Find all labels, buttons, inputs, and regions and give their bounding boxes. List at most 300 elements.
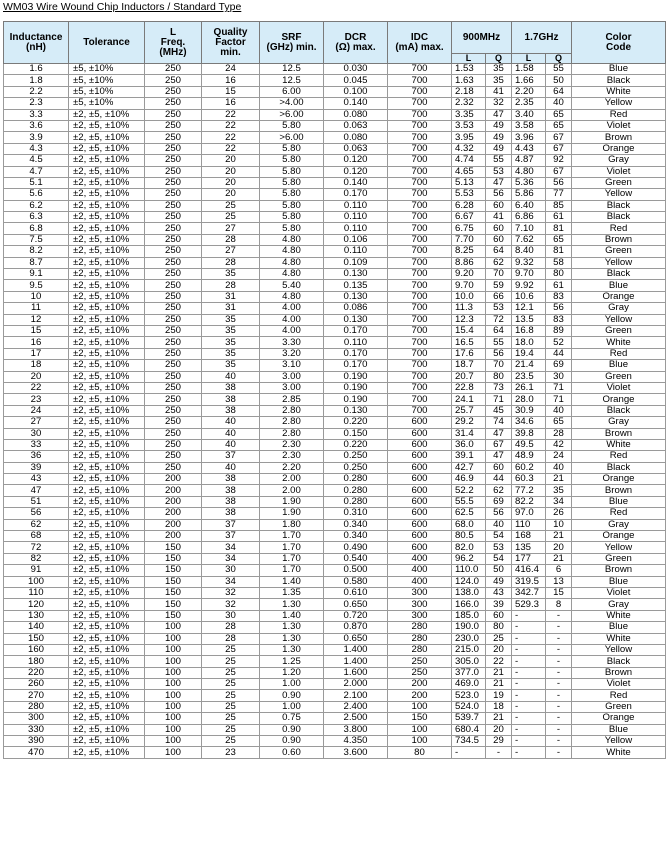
table-row (4, 132, 666, 143)
color-code-cell: Blue (572, 496, 666, 507)
srf-cell: 5.80 (260, 177, 324, 188)
tolerance-cell: ±2, ±5, ±10% (69, 599, 145, 610)
l-900-cell: 55.5 (452, 496, 486, 507)
q-17-cell: 28 (546, 428, 572, 439)
quality-cell: 25 (202, 724, 260, 735)
freq-cell: 200 (145, 474, 202, 485)
freq-cell: 250 (145, 75, 202, 86)
dcr-cell: 0.045 (324, 75, 388, 86)
color-code-cell: Blue (572, 622, 666, 633)
table-row (4, 223, 666, 234)
l-17-cell: 177 (512, 553, 546, 564)
l-17-cell: 4.43 (512, 143, 546, 154)
q-17-cell: 56 (546, 303, 572, 314)
color-code-cell: Blue (572, 360, 666, 371)
table-row (4, 155, 666, 166)
freq-cell: 100 (145, 747, 202, 758)
color-code-cell: Red (572, 451, 666, 462)
q-17-cell: - (546, 622, 572, 633)
l-17-cell: 6.86 (512, 212, 546, 223)
tolerance-cell: ±2, ±5, ±10% (69, 587, 145, 598)
l-900-cell: 24.1 (452, 394, 486, 405)
quality-cell: 22 (202, 109, 260, 120)
color-code-cell: Yellow (572, 189, 666, 200)
srf-cell: 3.20 (260, 348, 324, 359)
quality-cell: 35 (202, 348, 260, 359)
srf-cell: 1.25 (260, 656, 324, 667)
col-header-1-7ghz: 1.7GHz (512, 22, 572, 54)
dcr-cell: 0.500 (324, 565, 388, 576)
inductance-cell: 390 (4, 736, 69, 747)
srf-cell: >6.00 (260, 109, 324, 120)
color-code-cell: Brown (572, 132, 666, 143)
tolerance-cell: ±2, ±5, ±10% (69, 690, 145, 701)
idc-cell: 700 (388, 177, 452, 188)
l-17-cell: - (512, 713, 546, 724)
tolerance-cell: ±2, ±5, ±10% (69, 656, 145, 667)
l-17-cell: 12.1 (512, 303, 546, 314)
tolerance-cell: ±2, ±5, ±10% (69, 405, 145, 416)
idc-cell: 700 (388, 86, 452, 97)
freq-cell: 250 (145, 120, 202, 131)
idc-cell: 700 (388, 405, 452, 416)
freq-cell: 100 (145, 736, 202, 747)
tolerance-cell: ±2, ±5, ±10% (69, 382, 145, 393)
table-row (4, 382, 666, 393)
inductance-cell: 17 (4, 348, 69, 359)
l-17-cell: - (512, 701, 546, 712)
freq-cell: 250 (145, 189, 202, 200)
color-code-cell: Brown (572, 485, 666, 496)
q-900-cell: 49 (486, 132, 512, 143)
col-header-quality: Quality Factor min. (202, 22, 260, 64)
inductance-cell: 12 (4, 314, 69, 325)
q-17-cell: - (546, 656, 572, 667)
q-900-cell: 67 (486, 439, 512, 450)
idc-cell: 700 (388, 166, 452, 177)
dcr-cell: 0.135 (324, 280, 388, 291)
color-code-cell: Black (572, 212, 666, 223)
l-900-cell: 52.2 (452, 485, 486, 496)
dcr-cell: 2.500 (324, 713, 388, 724)
idc-cell: 700 (388, 246, 452, 257)
srf-cell: 12.5 (260, 64, 324, 75)
dcr-cell: 0.170 (324, 360, 388, 371)
q-900-cell: 80 (486, 371, 512, 382)
table-row (4, 542, 666, 553)
quality-cell: 25 (202, 644, 260, 655)
table-row (4, 120, 666, 131)
color-code-cell: Green (572, 701, 666, 712)
tolerance-cell: ±2, ±5, ±10% (69, 417, 145, 428)
freq-cell: 100 (145, 724, 202, 735)
l-17-cell: 110 (512, 519, 546, 530)
color-code-cell: Orange (572, 713, 666, 724)
tolerance-cell: ±2, ±5, ±10% (69, 325, 145, 336)
l-900-cell: 138.0 (452, 587, 486, 598)
l-900-cell: 5.53 (452, 189, 486, 200)
l-900-cell: 305.0 (452, 656, 486, 667)
q-900-cell: 64 (486, 246, 512, 257)
table-row (4, 462, 666, 473)
quality-cell: 20 (202, 189, 260, 200)
subheader-17-l: L (512, 54, 546, 64)
l-900-cell: 185.0 (452, 610, 486, 621)
inductance-cell: 2.3 (4, 98, 69, 109)
table-row (4, 690, 666, 701)
tolerance-cell: ±2, ±5, ±10% (69, 177, 145, 188)
q-900-cell: 18 (486, 701, 512, 712)
color-code-cell: Violet (572, 382, 666, 393)
tolerance-cell: ±5, ±10% (69, 64, 145, 75)
dcr-cell: 0.650 (324, 599, 388, 610)
q-17-cell: 67 (546, 143, 572, 154)
l-17-cell: 77.2 (512, 485, 546, 496)
q-17-cell: 77 (546, 189, 572, 200)
idc-cell: 700 (388, 143, 452, 154)
color-code-cell: Black (572, 200, 666, 211)
l-900-cell: 12.3 (452, 314, 486, 325)
color-code-cell: Red (572, 690, 666, 701)
dcr-cell: 0.080 (324, 109, 388, 120)
dcr-cell: 0.110 (324, 212, 388, 223)
inductance-cell: 140 (4, 622, 69, 633)
color-code-cell: Violet (572, 587, 666, 598)
q-17-cell: - (546, 633, 572, 644)
freq-cell: 250 (145, 394, 202, 405)
q-900-cell: 60 (486, 610, 512, 621)
freq-cell: 150 (145, 599, 202, 610)
q-17-cell: 71 (546, 382, 572, 393)
idc-cell: 700 (388, 394, 452, 405)
srf-cell: 5.80 (260, 166, 324, 177)
color-code-cell: Brown (572, 667, 666, 678)
srf-cell: 2.30 (260, 451, 324, 462)
color-code-cell: Orange (572, 291, 666, 302)
q-17-cell: - (546, 713, 572, 724)
srf-cell: 1.90 (260, 508, 324, 519)
quality-cell: 38 (202, 485, 260, 496)
dcr-cell: 0.170 (324, 189, 388, 200)
idc-cell: 400 (388, 576, 452, 587)
inductance-cell: 1.8 (4, 75, 69, 86)
l-900-cell: 8.86 (452, 257, 486, 268)
srf-cell: 4.80 (260, 269, 324, 280)
l-900-cell: 2.18 (452, 86, 486, 97)
q-17-cell: 44 (546, 348, 572, 359)
l-17-cell: 16.8 (512, 325, 546, 336)
srf-cell: 5.80 (260, 212, 324, 223)
srf-cell: 1.80 (260, 519, 324, 530)
table-row (4, 166, 666, 177)
srf-cell: 2.80 (260, 417, 324, 428)
table-row (4, 212, 666, 223)
quality-cell: 28 (202, 622, 260, 633)
quality-cell: 40 (202, 371, 260, 382)
tolerance-cell: ±2, ±5, ±10% (69, 451, 145, 462)
dcr-cell: 0.130 (324, 405, 388, 416)
color-code-cell: Orange (572, 474, 666, 485)
q-17-cell: 56 (546, 177, 572, 188)
table-row (4, 189, 666, 200)
q-900-cell: 39 (486, 599, 512, 610)
freq-cell: 100 (145, 633, 202, 644)
table-row (4, 325, 666, 336)
q-900-cell: 56 (486, 348, 512, 359)
l-17-cell: 319.5 (512, 576, 546, 587)
freq-cell: 150 (145, 576, 202, 587)
freq-cell: 250 (145, 314, 202, 325)
l-900-cell: 68.0 (452, 519, 486, 530)
tolerance-cell: ±2, ±5, ±10% (69, 246, 145, 257)
idc-cell: 600 (388, 462, 452, 473)
freq-cell: 250 (145, 371, 202, 382)
color-code-cell: Black (572, 75, 666, 86)
inductance-cell: 91 (4, 565, 69, 576)
freq-cell: 250 (145, 360, 202, 371)
q-900-cell: 53 (486, 303, 512, 314)
dcr-cell: 0.580 (324, 576, 388, 587)
quality-cell: 37 (202, 451, 260, 462)
quality-cell: 20 (202, 166, 260, 177)
idc-cell: 700 (388, 200, 452, 211)
q-900-cell: 59 (486, 280, 512, 291)
freq-cell: 250 (145, 177, 202, 188)
inductance-cell: 5.1 (4, 177, 69, 188)
inductance-cell: 7.5 (4, 234, 69, 245)
freq-cell: 250 (145, 200, 202, 211)
q-17-cell: 83 (546, 291, 572, 302)
inductance-cell: 270 (4, 690, 69, 701)
tolerance-cell: ±2, ±5, ±10% (69, 109, 145, 120)
q-900-cell: 80 (486, 622, 512, 633)
l-17-cell: 8.40 (512, 246, 546, 257)
l-17-cell: - (512, 633, 546, 644)
q-900-cell: 47 (486, 109, 512, 120)
quality-cell: 35 (202, 325, 260, 336)
idc-cell: 700 (388, 280, 452, 291)
q-17-cell: 65 (546, 109, 572, 120)
l-900-cell: 469.0 (452, 679, 486, 690)
freq-cell: 100 (145, 713, 202, 724)
l-17-cell: 135 (512, 542, 546, 553)
tolerance-cell: ±2, ±5, ±10% (69, 496, 145, 507)
tolerance-cell: ±2, ±5, ±10% (69, 212, 145, 223)
q-17-cell: 24 (546, 451, 572, 462)
dcr-cell: 2.400 (324, 701, 388, 712)
table-row (4, 75, 666, 86)
tolerance-cell: ±2, ±5, ±10% (69, 610, 145, 621)
q-900-cell: 70 (486, 269, 512, 280)
srf-cell: 4.00 (260, 314, 324, 325)
table-row (4, 531, 666, 542)
q-17-cell: 83 (546, 314, 572, 325)
quality-cell: 22 (202, 132, 260, 143)
l-900-cell: 6.75 (452, 223, 486, 234)
idc-cell: 280 (388, 633, 452, 644)
inductance-cell: 9.1 (4, 269, 69, 280)
l-17-cell: 34.6 (512, 417, 546, 428)
inductance-cell: 2.2 (4, 86, 69, 97)
idc-cell: 700 (388, 257, 452, 268)
color-code-cell: Green (572, 177, 666, 188)
l-17-cell: 2.35 (512, 98, 546, 109)
table-row (4, 485, 666, 496)
q-900-cell: 47 (486, 177, 512, 188)
table-row (4, 474, 666, 485)
q-900-cell: 60 (486, 234, 512, 245)
l-900-cell: 215.0 (452, 644, 486, 655)
inductance-cell: 18 (4, 360, 69, 371)
srf-cell: 1.35 (260, 587, 324, 598)
tolerance-cell: ±2, ±5, ±10% (69, 223, 145, 234)
q-900-cell: 41 (486, 86, 512, 97)
color-code-cell: Green (572, 246, 666, 257)
srf-cell: 4.80 (260, 291, 324, 302)
dcr-cell: 0.063 (324, 143, 388, 154)
dcr-cell: 0.280 (324, 485, 388, 496)
color-code-cell: Red (572, 508, 666, 519)
dcr-cell: 0.030 (324, 64, 388, 75)
l-17-cell: 4.80 (512, 166, 546, 177)
tolerance-cell: ±2, ±5, ±10% (69, 713, 145, 724)
q-900-cell: 45 (486, 405, 512, 416)
color-code-cell: Violet (572, 679, 666, 690)
dcr-cell: 0.170 (324, 325, 388, 336)
srf-cell: 0.90 (260, 736, 324, 747)
l-17-cell: - (512, 690, 546, 701)
col-header-dcr: DCR (Ω) max. (324, 22, 388, 64)
q-17-cell: 67 (546, 166, 572, 177)
q-17-cell: 30 (546, 371, 572, 382)
inductance-cell: 68 (4, 531, 69, 542)
table-row (4, 439, 666, 450)
l-17-cell: 7.10 (512, 223, 546, 234)
q-17-cell: 81 (546, 223, 572, 234)
table-row (4, 576, 666, 587)
dcr-cell: 2.000 (324, 679, 388, 690)
dcr-cell: 0.280 (324, 496, 388, 507)
quality-cell: 25 (202, 713, 260, 724)
l-900-cell: - (452, 747, 486, 758)
srf-cell: 2.85 (260, 394, 324, 405)
color-code-cell: Blue (572, 280, 666, 291)
l-900-cell: 190.0 (452, 622, 486, 633)
idc-cell: 700 (388, 303, 452, 314)
l-17-cell: 30.9 (512, 405, 546, 416)
table-row (4, 291, 666, 302)
srf-cell: >6.00 (260, 132, 324, 143)
tolerance-cell: ±2, ±5, ±10% (69, 269, 145, 280)
idc-cell: 200 (388, 690, 452, 701)
color-code-cell: Blue (572, 576, 666, 587)
srf-cell: 0.60 (260, 747, 324, 758)
q-900-cell: 19 (486, 690, 512, 701)
table-row (4, 360, 666, 371)
q-17-cell: 92 (546, 155, 572, 166)
dcr-cell: 0.100 (324, 86, 388, 97)
dcr-cell: 0.220 (324, 439, 388, 450)
color-code-cell: Green (572, 325, 666, 336)
color-code-cell: Brown (572, 428, 666, 439)
q-900-cell: 22 (486, 656, 512, 667)
idc-cell: 300 (388, 587, 452, 598)
q-17-cell: 81 (546, 246, 572, 257)
quality-cell: 25 (202, 200, 260, 211)
inductance-cell: 3.9 (4, 132, 69, 143)
color-code-cell: Gray (572, 519, 666, 530)
l-900-cell: 3.53 (452, 120, 486, 131)
inductance-cell: 4.7 (4, 166, 69, 177)
q-900-cell: 50 (486, 565, 512, 576)
dcr-cell: 0.610 (324, 587, 388, 598)
quality-cell: 37 (202, 531, 260, 542)
l-17-cell: - (512, 679, 546, 690)
tolerance-cell: ±2, ±5, ±10% (69, 531, 145, 542)
l-900-cell: 15.4 (452, 325, 486, 336)
l-900-cell: 734.5 (452, 736, 486, 747)
srf-cell: 3.00 (260, 371, 324, 382)
dcr-cell: 0.110 (324, 223, 388, 234)
quality-cell: 20 (202, 177, 260, 188)
l-900-cell: 11.3 (452, 303, 486, 314)
inductance-cell: 27 (4, 417, 69, 428)
color-code-cell: Green (572, 371, 666, 382)
l-17-cell: 2.20 (512, 86, 546, 97)
q-900-cell: 40 (486, 519, 512, 530)
freq-cell: 250 (145, 234, 202, 245)
quality-cell: 30 (202, 565, 260, 576)
freq-cell: 150 (145, 587, 202, 598)
l-900-cell: 124.0 (452, 576, 486, 587)
inductance-cell: 3.6 (4, 120, 69, 131)
idc-cell: 400 (388, 553, 452, 564)
quality-cell: 20 (202, 155, 260, 166)
l-17-cell: 60.2 (512, 462, 546, 473)
idc-cell: 700 (388, 64, 452, 75)
table-row (4, 610, 666, 621)
inductance-cell: 1.6 (4, 64, 69, 75)
q-900-cell: 44 (486, 474, 512, 485)
table-row (4, 736, 666, 747)
freq-cell: 200 (145, 519, 202, 530)
l-17-cell: 529.3 (512, 599, 546, 610)
dcr-cell: 0.110 (324, 246, 388, 257)
quality-cell: 25 (202, 679, 260, 690)
l-900-cell: 31.4 (452, 428, 486, 439)
color-code-cell: Blue (572, 724, 666, 735)
dcr-cell: 3.800 (324, 724, 388, 735)
tolerance-cell: ±2, ±5, ±10% (69, 679, 145, 690)
table-row (4, 496, 666, 507)
idc-cell: 600 (388, 428, 452, 439)
srf-cell: 1.20 (260, 667, 324, 678)
srf-cell: 0.90 (260, 690, 324, 701)
q-17-cell: 20 (546, 542, 572, 553)
tolerance-cell: ±2, ±5, ±10% (69, 291, 145, 302)
tolerance-cell: ±2, ±5, ±10% (69, 155, 145, 166)
inductance-cell: 150 (4, 633, 69, 644)
tolerance-cell: ±2, ±5, ±10% (69, 280, 145, 291)
color-code-cell: Violet (572, 166, 666, 177)
l-900-cell: 29.2 (452, 417, 486, 428)
l-900-cell: 8.25 (452, 246, 486, 257)
inductance-cell: 130 (4, 610, 69, 621)
freq-cell: 250 (145, 166, 202, 177)
quality-cell: 27 (202, 246, 260, 257)
dcr-cell: 0.140 (324, 98, 388, 109)
color-code-cell: Yellow (572, 314, 666, 325)
